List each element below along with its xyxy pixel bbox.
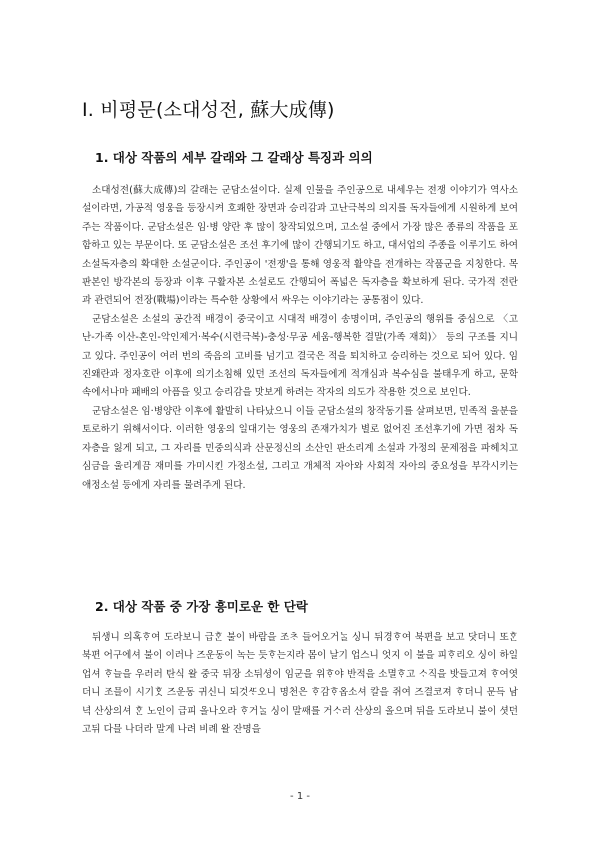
section-1-body (82, 182, 518, 495)
section-1-paragraph-3: 군담소설은 임·병양란 이후에 활발히 나타났으니 이들 군담소설의 창작동기를 살펴보면, 민족적 울분을 토로하기 위해서이다. 이러한 영웅의 일대기는 영웅의 존재가치가 별로 없어진 조선후기에 가면 점차 독자층을 잃게 되고, 그 자리를 민중의식과 산문정신의 소산인 판소리계 소설과 가정의 문제점을 파헤치고 심금을 울리게끔 재미를 가미시킨 가정소설, 그리고 개체적 자아와 사회적 자아의 중요성을 부각시키는 애정소설 등에게 자리를 물려주게 된다. (82, 405, 518, 491)
section-2-body (82, 629, 518, 739)
section-1-paragraph-2: 군담소설은 소설의 공간적 배경이 중국이고 시대적 배경이 송명이며, 주인공의 행위를 중심으로 〈고난-가족 이산-혼인-악인제거·복수(시련극복)-충성·무공 세움-행복한 결말(가족 재회)〉 등의 구조를 지니고 있다. 주인공이 여러 번의 죽음의 고비를 넘기고 결국은 적을 퇴치하고 승리하는 것으로 되어 있다. 임진왜란과 정자호란 이후에 의기소침해 있던 조선의 독자들에게 적개심과 복수심을 불태우게 하고, 문학 속에서나마 패배의 아픔을 잊고 승리감을 맛보게 하려는 작자의 의도가 작용한 것으로 보인다. (82, 313, 518, 399)
section-2-paragraph-1: 뒤생니 의혹ᄒᆞ여 도라보니 급ᄒᆞᆫ 불이 바람을 조ᄎᆞ 들어오거ᄂᆞᆯ 싱니 뒤경ᄒᆞ여 북편을 보고 닷더니 또ᄒᆞᆫ 북편 어구에셔 불이 이러나 즈운동이 녹는 듯ᄒᆞ는지라 몸이 날기 업스니 엇지 이 불을 피ᄒᆞ리오 싱이 하일업셔 ᄒᆞ늘을 우러러 탄식 왈 중국 뒤장 소뒤셩이 임군을 위ᄒᆞ야 반적을 소멸ᄒᆞ고 ᄉᆞ직을 밧들고져 ᄒᆞ여엿더니 조믈이 시기ᄒᆞᆺ 즈운동 귀신니 되것ᄯᆞ오니 명천은 ᄒᆞ감ᄒᆞ옵소셔 칼을 쥐여 즈결코져 ᄒᆞ더니 문득 남녁 산상의셔 ᄒᆞᆫ 노인이 급피 올나오라 ᄒᆞ거ᄂᆞᆯ 싱이 말ᄶᅢ를 거ᄉᆞ러 산상의 올으며 뒤을 도라보니 불이 셧던 고뒤 다믈 나더라 말게 나려 비례 왈 잔명을 (82, 632, 518, 736)
page-number: - 1 - (290, 791, 310, 802)
section-heading-1: 1. 대상 작품의 세부 갈래와 그 갈래상 특징과 의의 (95, 150, 373, 165)
document-title: Ⅰ. 비평문(소대성전, 蘇大成傳) (82, 99, 335, 121)
section-1-paragraph-1: 소대성전(蘇大成傳)의 갈래는 군담소설이다. 실제 인물을 주인공으로 내세우는 전쟁 이야기가 역사소설이라면, 가공적 영웅을 등장시켜 호쾌한 장면과 승리감과 고난극복의 의지를 독자들에게 시원하게 보여 주는 작품이다. 군담소설은 임·병 양란 후 많이 창작되었으며, 고소설 중에서 가장 많은 종류의 작품을 포함하고 있는 부문이다. 또 군담소설은 조선 후기에 많이 간행되기도 하고, 대서업의 주종을 이루기도 하여 소설독자층의 확대한 소설군이다. 주인공이 '전쟁'을 통해 영웅적 활약을 전개하는 작품군을 지칭한다. 목판본인 방각본의 등장과 이후 구활자본 소설로도 간행되어 폭넓은 독자층을 확보하게 된다. 국가적 전란과 관련되어 전장(戰場)이라는 특수한 상황에서 싸우는 이야기라는 공통점이 있다. (82, 185, 518, 307)
section-heading-2: 2. 대상 작품 중 가장 흥미로운 한 단락 (95, 599, 308, 614)
